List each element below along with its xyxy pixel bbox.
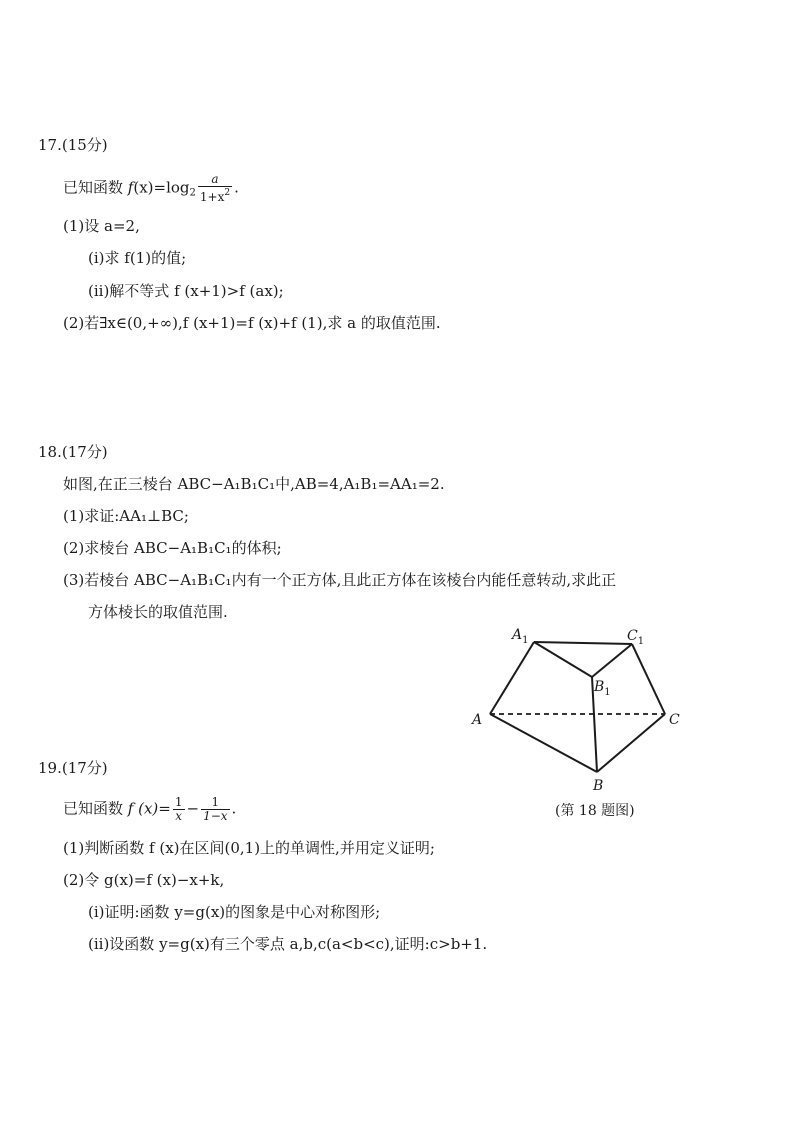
- label-c: C: [669, 712, 680, 728]
- q19-frac1-den: x: [173, 809, 185, 823]
- figure-caption: (第 18 题图): [555, 803, 635, 819]
- edge-c-b: [597, 714, 665, 772]
- q17-frac-den: 1+x: [199, 190, 225, 204]
- q19-stem-end: .: [231, 799, 237, 818]
- q19-part1: (1)判断函数 f (x)在区间(0,1)上的单调性,并用定义证明;: [63, 839, 435, 857]
- q17-frac-den-wrap: [198, 186, 232, 204]
- q19-fraction-1: [173, 796, 185, 823]
- q17-part1: (1)设 a=2,: [63, 217, 140, 235]
- q19-part2-ii: (ii)设函数 y=g(x)有三个零点 a,b,c(a<b<c),证明:c>b+1.: [88, 935, 488, 953]
- q19-part2: (2)令 g(x)=f (x)−x+k,: [63, 871, 225, 889]
- q18-part3-line1: (3)若棱台 ABC−A₁B₁C₁内有一个正方体,且此正方体在该棱台内能任意转动,求此正: [63, 571, 617, 589]
- edge-a1-c1: [534, 642, 632, 644]
- q19-stem-prefix: 已知函数: [63, 799, 124, 818]
- label-a1: $A_1$: [512, 627, 529, 646]
- label-b: B: [593, 778, 604, 794]
- q17-part2: (2)若∃x∈(0,+∞),f (x+1)=f (x)+f (1),求 a 的取值范围.: [63, 314, 441, 332]
- q17-stem: [63, 173, 239, 204]
- label-c1: $C_1$: [627, 628, 645, 647]
- q19-part2-i: (i)证明:函数 y=g(x)的图象是中心对称图形;: [88, 903, 381, 921]
- edge-c-c1: [632, 644, 665, 714]
- q17-fx: (x)=log: [133, 178, 190, 197]
- q19-minus: −: [186, 799, 200, 818]
- q17-f: f: [127, 178, 134, 197]
- edge-c1-b1: [592, 644, 632, 677]
- q19-frac2-num: 1: [211, 795, 220, 809]
- q19-fx: f (x)=: [127, 799, 171, 818]
- q17-part1-ii: (ii)解不等式 f (x+1)>f (ax);: [88, 282, 284, 300]
- q17-frac-num: a: [211, 172, 219, 186]
- q19-stem: [63, 796, 236, 823]
- q19-frac1-num: 1: [174, 795, 183, 809]
- q18-header: 18.(17分): [38, 443, 108, 461]
- label-b1: $B_1$: [594, 679, 611, 698]
- q17-stem-end: .: [234, 178, 239, 197]
- q17-header: 17.(15分): [38, 136, 108, 154]
- q19-frac2-den: 1−x: [203, 809, 228, 823]
- q17-part1-i: (i)求 f(1)的值;: [88, 249, 187, 267]
- q17-log-base: 2: [189, 187, 196, 199]
- edge-a1-b1: [534, 642, 592, 677]
- frustum-figure: [460, 622, 690, 797]
- q17-stem-prefix: 已知函数: [63, 178, 124, 197]
- q19-header: 19.(17分): [38, 759, 108, 777]
- q18-part2: (2)求棱台 ABC−A₁B₁C₁的体积;: [63, 539, 282, 557]
- q18-stem: 如图,在正三棱台 ABC−A₁B₁C₁中,AB=4,A₁B₁=AA₁=2.: [63, 475, 445, 493]
- q18-part3-line2: 方体棱长的取值范围.: [88, 603, 228, 621]
- edge-a-b: [490, 714, 597, 772]
- label-a: A: [472, 712, 483, 728]
- edge-a-a1: [490, 642, 534, 714]
- q19-fraction-2: [201, 796, 229, 823]
- q18-part1: (1)求证:AA₁⊥BC;: [63, 507, 189, 525]
- q17-fraction: [198, 173, 232, 204]
- q17-frac-den-exp: 2: [224, 188, 231, 198]
